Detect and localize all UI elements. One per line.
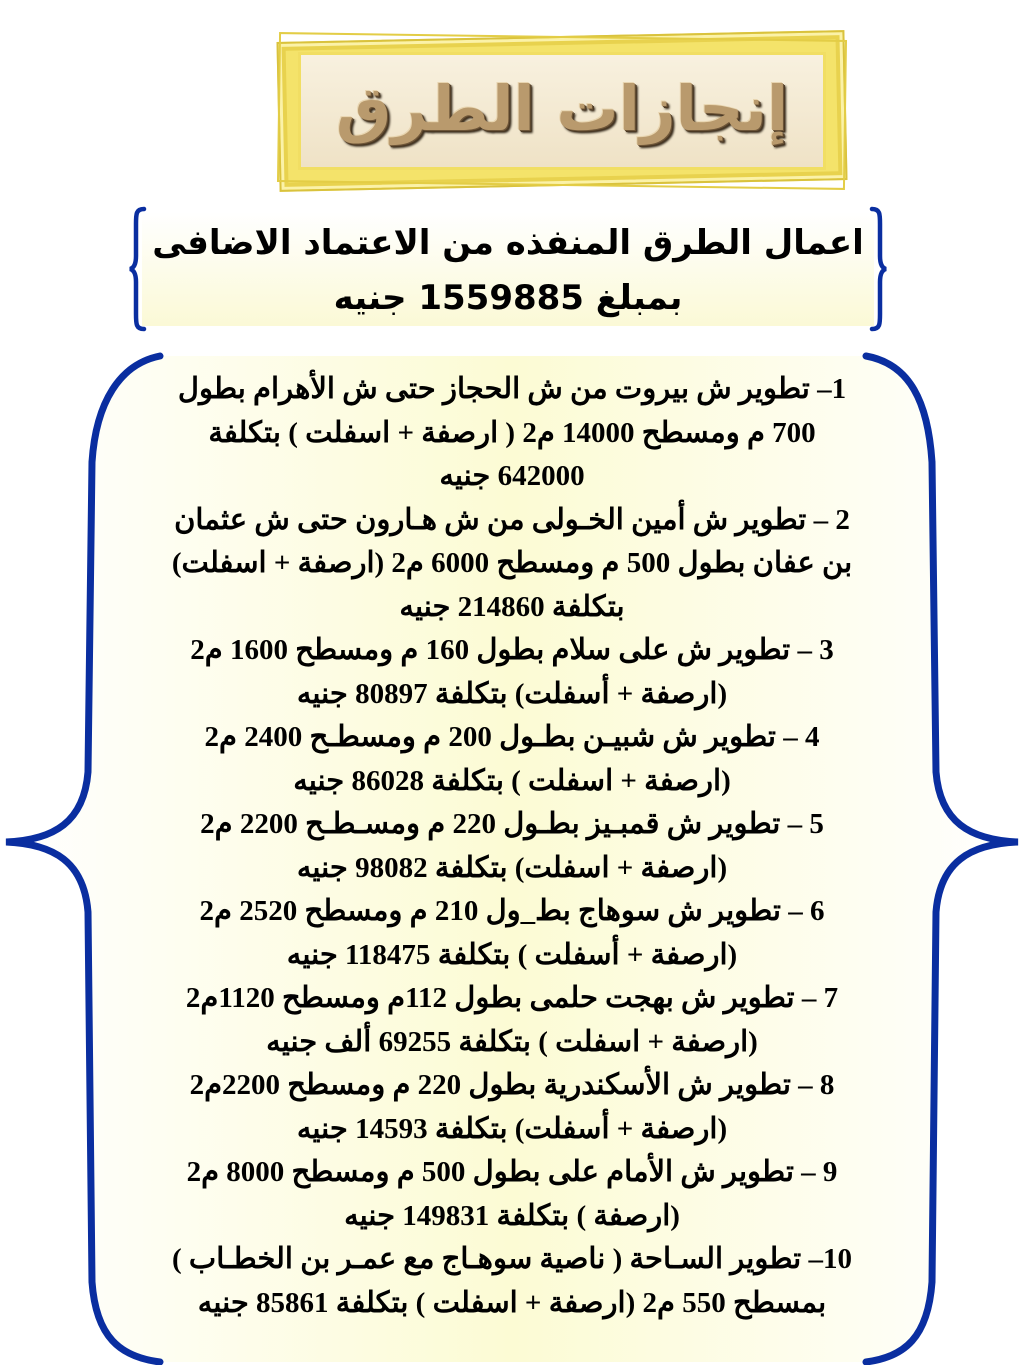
page-title: إنجازات الطرق [335, 71, 789, 145]
banner-panel [298, 52, 826, 170]
heading-text [148, 216, 868, 326]
list-item [142, 1151, 882, 1238]
item-line: 700 م ومسطح 14000 م2 ( ارصفة + اسفلت ) بتكلفة [208, 416, 816, 449]
item-line: 4 – تطوير ش شبيـن بطـول 200 م ومسطـح 2400 م2 [204, 721, 820, 753]
item-line: 2 – تطوير ش أمين الخـولى من ش هـارون حتى ش عثمان [174, 503, 850, 536]
list-item [142, 629, 882, 716]
list-item [142, 890, 882, 977]
item-line: 642000 جنيه [439, 460, 585, 492]
item-line: (ارصفة ) بتكلفة 149831 جنيه [344, 1199, 680, 1232]
heading-block [128, 206, 888, 332]
item-line: بتكلفة 214860 جنيه [399, 590, 625, 623]
list-item [142, 803, 882, 890]
item-line: (ارصفة + اسفلت ) بتكلفة 86028 جنيه [293, 764, 731, 797]
left-brace-icon [128, 206, 148, 332]
projects-panel [0, 352, 1024, 1365]
heading-line-1: اعمال الطرق المنفذه من الاعتماد الاضافى [152, 223, 864, 263]
item-line: (ارصفة + أسفلت ) بتكلفة 118475 جنيه [286, 938, 738, 971]
list-item [142, 1238, 882, 1325]
item-line: (ارصفة + أسفلت) بتكلفة 14593 جنيه [296, 1112, 728, 1145]
item-line: 9 – تطوير ش الأمام على بطول 500 م ومسطح 8000 م2 [186, 1156, 838, 1188]
item-line: 3 – تطوير ش على سلام بطول 160 م ومسطح 1600 م2 [190, 634, 834, 666]
list-item [142, 977, 882, 1064]
item-line: 5 – تطوير ش قمبـيز بطـول 220 م ومسـطـح 2200 م2 [200, 808, 824, 840]
item-line: 1– تطوير ش بيروت من ش الحجاز حتى ش الأهرام بطول [177, 373, 847, 405]
list-item [142, 1064, 882, 1151]
item-line: بمسطح 550 م2 (ارصفة + اسفلت ) بتكلفة 85861 جنيه [197, 1286, 827, 1319]
item-line: (ارصفة + أسفلت) بتكلفة 80897 جنيه [296, 677, 728, 710]
item-line: 8 – تطوير ش الأسكندرية بطول 220 م ومسطح 2200م2 [189, 1069, 835, 1101]
list-item [142, 716, 882, 803]
item-line: بن عفان بطول 500 م ومسطح 6000 م2 (ارصفة + اسفلت) [171, 547, 853, 579]
item-line: 6 – تطوير ش سوهاج بط_ول 210 م ومسطح 2520 م2 [199, 895, 825, 927]
list-item [142, 368, 882, 499]
right-brace-icon [868, 206, 888, 332]
title-banner [278, 36, 846, 186]
projects-list [142, 368, 882, 1325]
item-line: 7 – تطوير ش بهجت حلمى بطول 112م ومسطح 1120م2 [185, 982, 839, 1014]
item-line: (ارصفة + اسفلت ) بتكلفة 69255 ألف جنيه [266, 1025, 758, 1058]
item-line: (ارصفة + اسفلت) بتكلفة 98082 جنيه [296, 851, 728, 884]
list-item [142, 499, 882, 630]
item-line: 10– تطوير السـاحة ( ناصية سوهـاج مع عمـر بن الخطـاب ) [172, 1243, 852, 1275]
heading-line-2: بمبلغ 1559885 جنيه [333, 278, 683, 318]
